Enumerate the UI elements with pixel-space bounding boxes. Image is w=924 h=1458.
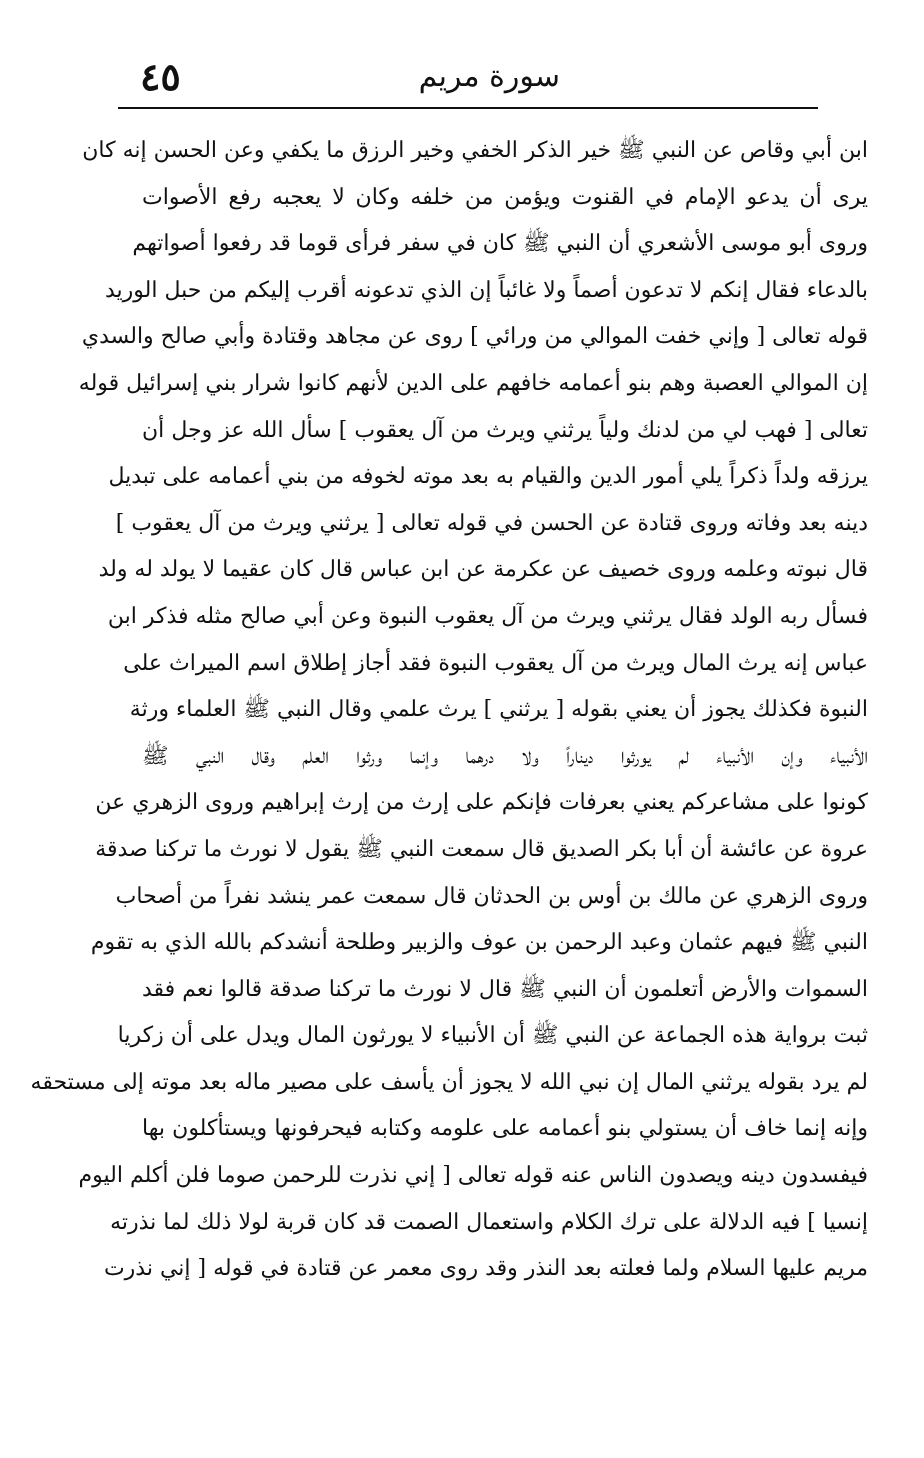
main-text <box>30 128 868 1293</box>
text-line: ثبت برواية هذه الجماعة عن النبي ﷺ أن الأنبياء لا يورثون المال ويدل على أن زكريا <box>117 1023 868 1049</box>
text-line: يرزقه ولداً ذكراً يلي أمور الدين والقيام به بعد موته لخوفه من بني أعمامه على تبديل <box>108 464 868 490</box>
page-header <box>130 55 810 101</box>
text-line: النبوة فكذلك يجوز أن يعني بقوله [ يرثني ] يرث علمي وقال النبي ﷺ العلماء ورثة <box>129 697 868 723</box>
text-line: إنسيا ] فيه الدلالة على ترك الكلام واستعمال الصمت قد كان قربة لولا ذلك لما نذرته <box>110 1209 868 1235</box>
text-line: فسأل ربه الولد فقال يرثني ويرث من آل يعقوب النبوة وعن أبي صالح مثله فذكر ابن <box>107 603 868 629</box>
text-line: عروة عن عائشة أن أبا بكر الصديق قال سمعت النبي ﷺ يقول لا نورث ما تركنا صدقة <box>95 836 868 862</box>
text-line: السموات والأرض أتعلمون أن النبي ﷺ قال لا نورث ما تركنا صدقة قالوا نعم فقد <box>142 976 868 1002</box>
text-line: فيفسدون دينه ويصدون الناس عنه قوله تعالى [ إني نذرت للرحمن صوما فلن أكلم اليوم <box>78 1163 868 1189</box>
text-line: وروى الزهري عن مالك بن أوس بن الحدثان قال سمعت عمر ينشد نفراً من أصحاب <box>115 883 868 909</box>
text-line: وإنه إنما خاف أن يستولي بنو أعمامه على علومه وكتابه فيحرفونها ويستأكلون بها <box>142 1116 868 1142</box>
text-line: عباس إنه يرث المال ويرث من آل يعقوب النبوة فقد أجاز إطلاق اسم الميراث على <box>123 650 868 676</box>
text-line: تعالى [ فهب لي من لدنك ولياً يرثني ويرث من آل يعقوب ] سأل الله عز وجل أن <box>142 417 868 443</box>
text-line: لم يرد بقوله يرثني المال إن نبي الله لا يجوز أن يأسف على مصير ماله بعد موته إلى مستحقه <box>30 1069 868 1095</box>
page-number: ٤٥ <box>140 54 181 99</box>
header-divider <box>118 107 818 109</box>
text-line: إن الموالي العصبة وهم بنو أعمامه خافهم على الدين لأنهم كانوا شرار بني إسرائيل قوله <box>78 370 868 396</box>
text-line: النبي ﷺ فيهم عثمان وعبد الرحمن بن عوف والزبير وطلحة أنشدكم بالله الذي به تقوم <box>90 930 868 956</box>
surah-title: سورة مريم <box>418 59 560 94</box>
text-line: قوله تعالى [ وإني خفت الموالي من ورائي ] روى عن مجاهد وقتادة وأبي صالح والسدي <box>81 324 868 350</box>
text-line: ابن أبي وقاص عن النبي ﷺ خير الذكر الخفي وخير الرزق ما يكفي وعن الحسن إنه كان <box>82 138 868 163</box>
text-line: مريم عليها السلام ولما فعلته بعد النذر وقد روى معمر عن قتادة في قوله [ إني نذرت <box>103 1256 868 1282</box>
text-line: دينه بعد وفاته وروى قتادة عن الحسن في قوله تعالى [ يرثني ويرث من آل يعقوب ] <box>115 510 868 536</box>
text-line: الأنبياء وإن الأنبياء لم يورثوا ديناراً ولا درهما وإنما ورثوا العلم وقال النبي ﷺ <box>142 743 868 769</box>
text-line: قال نبوته وعلمه وروى خصيف عن عكرمة عن ابن عباس قال كان عقيما لا يولد له ولد <box>98 557 868 583</box>
text-line: بالدعاء فقال إنكم لا تدعون أصماً ولا غائباً إن الذي تدعونه أقرب إليكم من حبل الوريد <box>105 277 868 303</box>
text-line: وروى أبو موسى الأشعري أن النبي ﷺ كان في سفر فرأى قوما قد رفعوا أصواتهم <box>132 231 868 257</box>
text-line: يرى أن يدعو الإمام في القنوت ويؤمن من خلفه وكان لا يعجبه رفع الأصوات <box>142 184 868 210</box>
text-line: كونوا على مشاعركم يعني بعرفات فإنكم على إرث من إرث إبراهيم وروى الزهري عن <box>95 790 868 816</box>
